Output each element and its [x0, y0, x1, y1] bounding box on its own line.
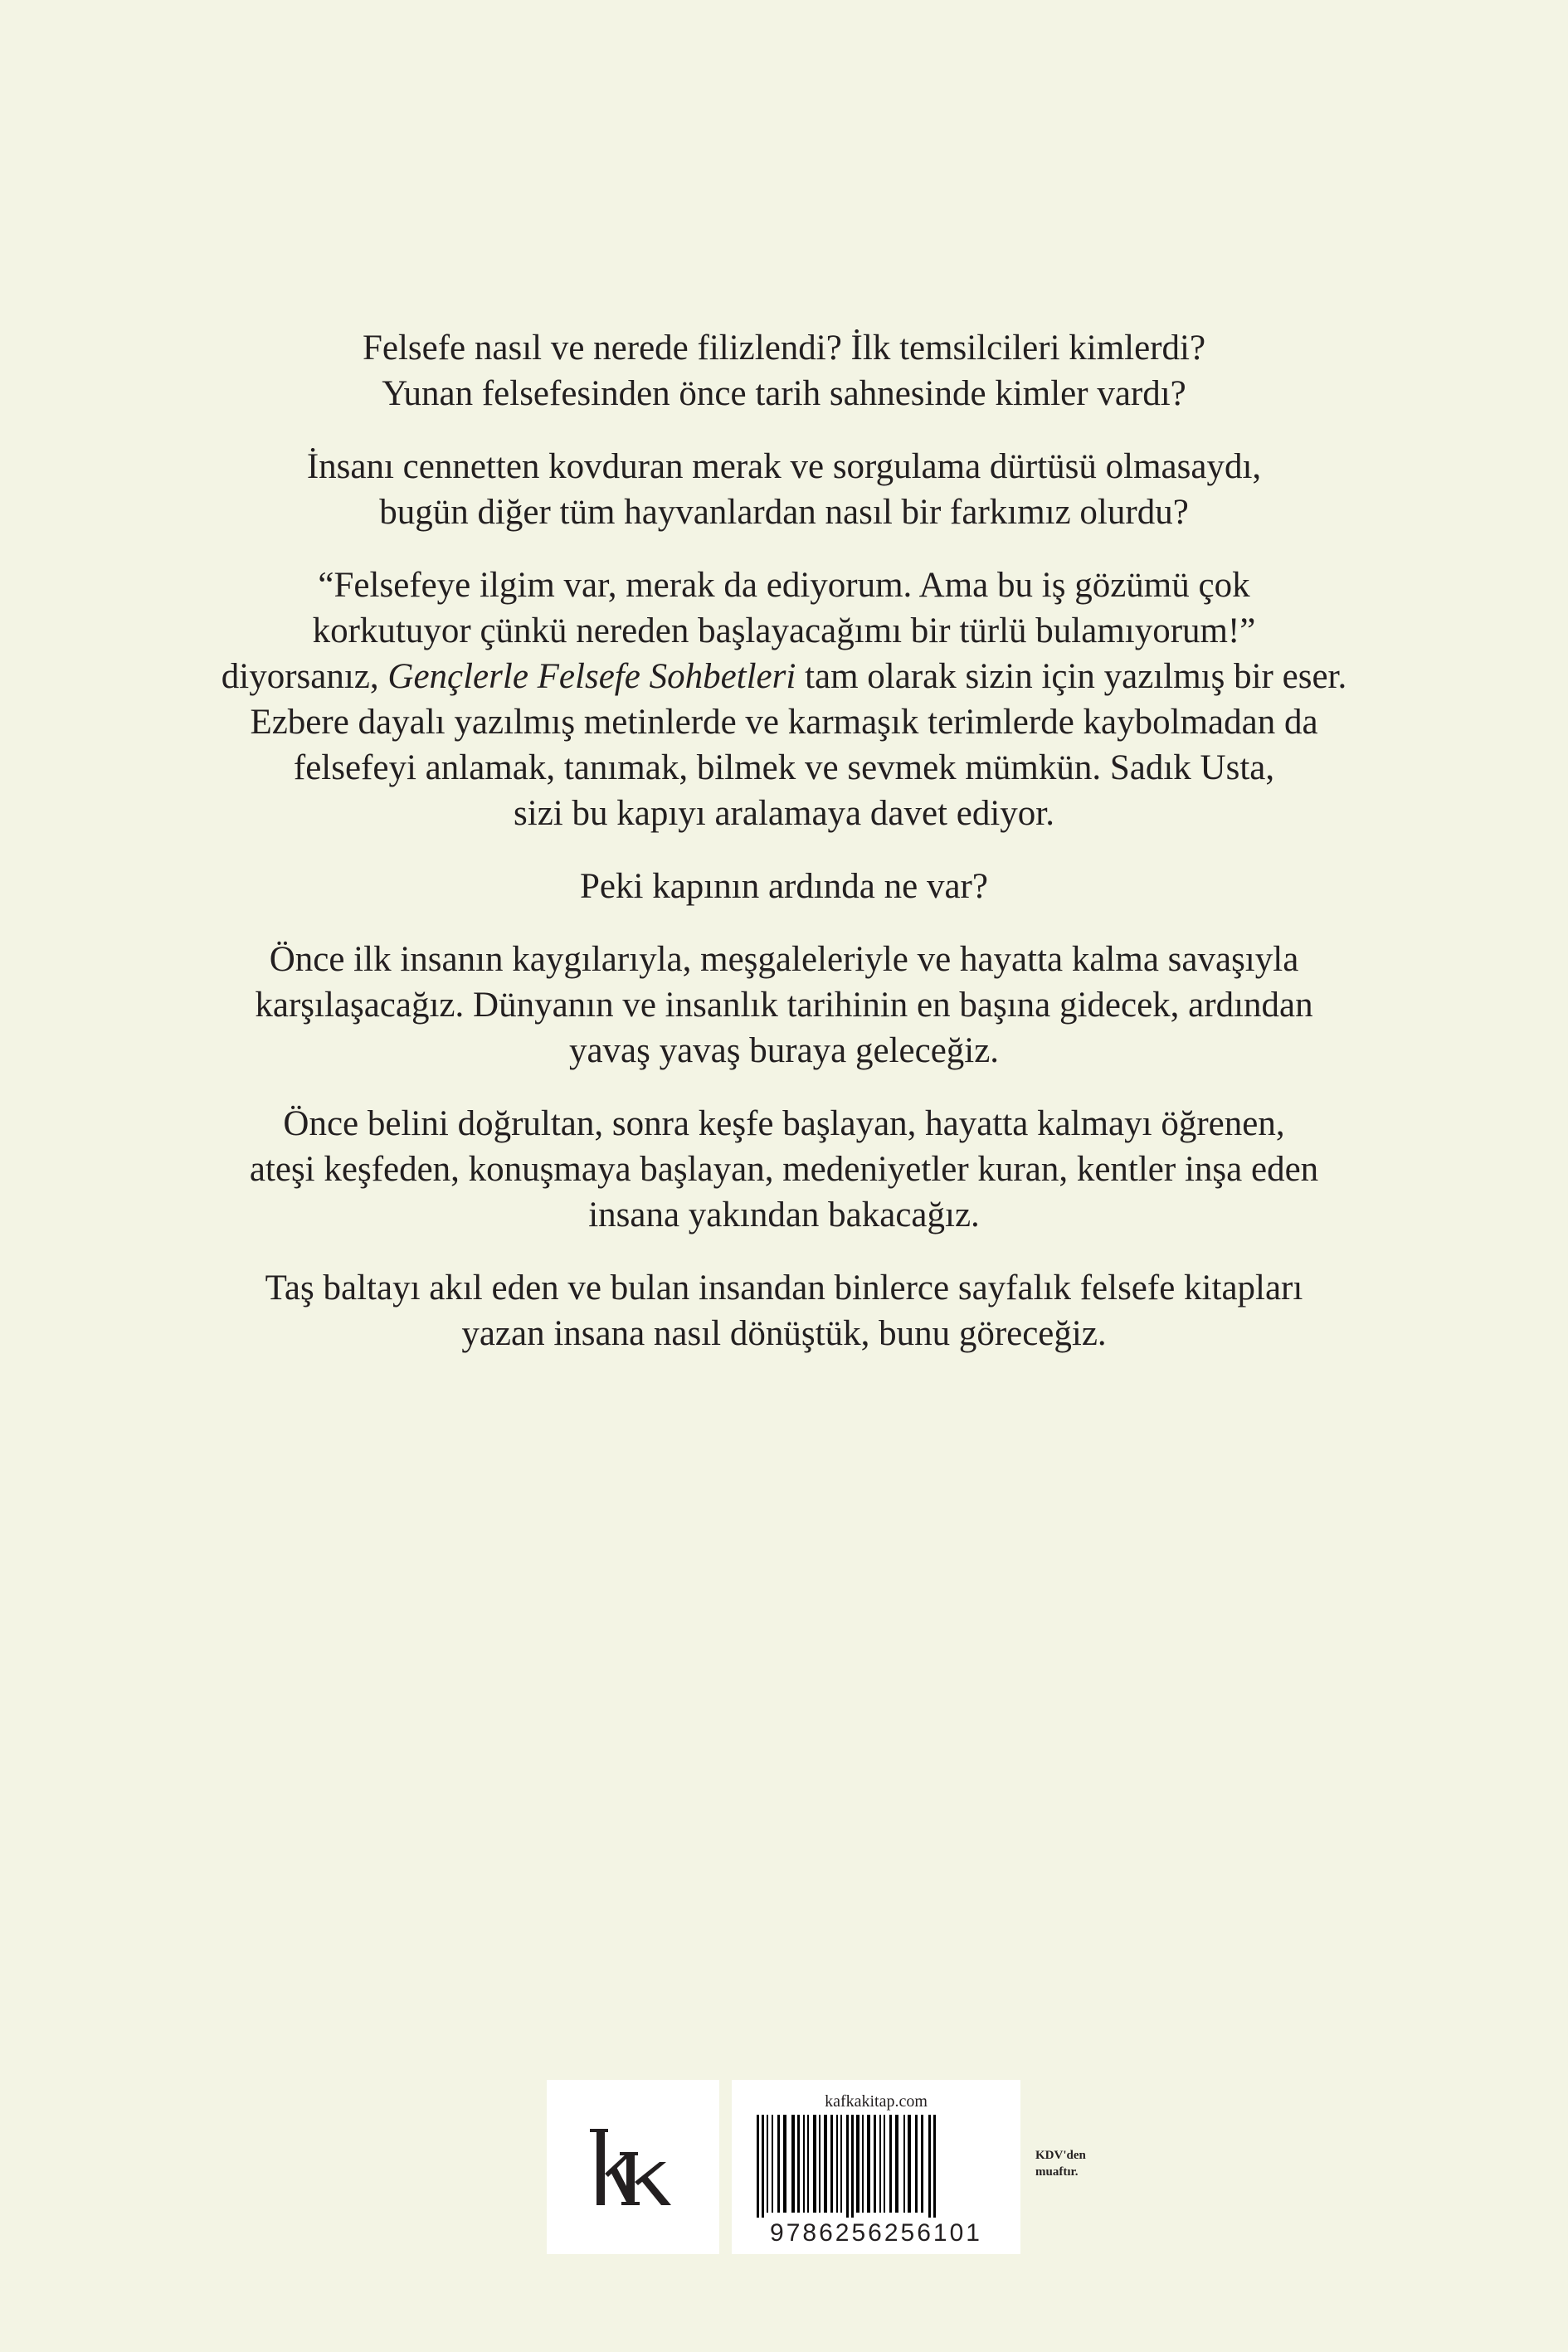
blurb-line: ateşi keşfeden, konuşmaya başlayan, medeniyetler kuran, kentler inşa eden	[249, 1150, 1319, 1189]
blurb-line: karşılaşacağız. Dünyanın ve insanlık tarihinin en başına gidecek, ardından	[255, 986, 1313, 1025]
blurb-line: Önce ilk insanın kaygılarıyla, meşgaleleriyle ve hayatta kalma savaşıyla	[269, 940, 1299, 979]
blurb-text: tam olarak sizin için yazılmış bir eser.	[796, 657, 1347, 696]
blurb-line: İnsanı cennetten kovduran merak ve sorgulama dürtüsü olmasaydı,	[306, 447, 1262, 486]
blurb-paragraph-2	[0, 444, 1568, 535]
barcode-bar	[874, 2115, 876, 2213]
publisher-website: kafkakitap.com	[825, 2092, 928, 2111]
barcode-bar	[903, 2115, 905, 2213]
blurb-line: Yunan felsefesinden önce tarih sahnesinde kimler vardı?	[382, 374, 1186, 413]
barcode-bar	[797, 2115, 800, 2213]
blurb-line: Taş baltayı akıl eden ve bulan insandan binlerce sayfalık felsefe kitapları	[265, 1269, 1303, 1307]
barcode-bar	[879, 2115, 881, 2213]
barcode-bar	[862, 2115, 864, 2213]
barcode-bar	[819, 2115, 821, 2213]
barcode-bar	[867, 2115, 870, 2213]
barcode-bar	[772, 2115, 773, 2213]
blurb-line: “Felsefeye ilgim var, merak da ediyorum. Ama bu iş gözümü çok	[318, 566, 1250, 605]
barcode-bar	[783, 2115, 786, 2213]
blurb-paragraph-6	[0, 1101, 1568, 1238]
barcode-bar	[767, 2115, 768, 2213]
barcode-bar	[762, 2115, 764, 2218]
barcode-box	[732, 2080, 1020, 2254]
blurb-line: Felsefe nasıl ve nerede filizlendi? İlk temsilcileri kimlerdi?	[362, 329, 1206, 368]
barcode-bar	[908, 2115, 911, 2213]
blurb-line: yavaş yavaş buraya geleceğiz.	[568, 1031, 1000, 1070]
blurb-line: korkutuyor çünkü nereden başlayacağımı bir türlü bulamıyorum!”	[312, 611, 1256, 650]
barcode-bar	[813, 2115, 816, 2213]
blurb-line: Ezbere dayalı yazılmış metinlerde ve karmaşık terimlerde kaybolmadan da	[250, 703, 1318, 742]
tax-note-line: KDV'den	[1035, 2149, 1086, 2162]
blurb-line: Önce belini doğrultan, sonra keşfe başlayan, hayatta kalmayı öğrenen,	[283, 1104, 1285, 1143]
isbn-number: 9786256256101	[770, 2219, 982, 2247]
tax-exempt-note	[1035, 2147, 1086, 2180]
blurb-line	[0, 654, 1568, 699]
barcode-bar	[921, 2115, 923, 2213]
back-cover-blurb	[0, 325, 1568, 1384]
blurb-line: sizi bu kapıyı aralamaya davet ediyor.	[514, 794, 1054, 833]
barcode-bar	[884, 2115, 885, 2213]
barcode-bar	[807, 2115, 809, 2213]
barcode-bar	[824, 2115, 827, 2213]
blurb-line: Peki kapının ardında ne var?	[580, 867, 988, 906]
barcode-bar	[791, 2115, 795, 2213]
barcode-bar	[933, 2115, 936, 2218]
barcode-bar	[856, 2115, 859, 2213]
barcode-bar	[889, 2115, 892, 2213]
blurb-paragraph-1	[0, 325, 1568, 416]
barcode-bar	[840, 2115, 842, 2213]
tax-note-line: muaftır.	[1035, 2165, 1079, 2179]
barcode-bar	[836, 2115, 838, 2213]
barcode-bar	[928, 2115, 931, 2218]
blurb-paragraph-4	[0, 864, 1568, 909]
publisher-logo-box	[547, 2080, 719, 2254]
kafka-kk-logo-icon	[588, 2124, 678, 2210]
barcode-bar	[851, 2115, 854, 2218]
barcode-bar	[895, 2115, 898, 2213]
barcode-bar	[757, 2115, 759, 2218]
blurb-text: diyorsanız,	[221, 657, 388, 696]
book-title: Gençlerle Felsefe Sohbetleri	[387, 657, 796, 696]
blurb-line: bugün diğer tüm hayvanlardan nasıl bir farkımız olurdu?	[379, 493, 1189, 532]
blurb-line: insana yakından bakacağız.	[588, 1195, 980, 1234]
blurb-paragraph-3	[0, 562, 1568, 836]
barcode-bar	[830, 2115, 833, 2213]
barcode-bar	[846, 2115, 849, 2218]
blurb-paragraph-5	[0, 937, 1568, 1074]
blurb-line: felsefeyi anlamak, tanımak, bilmek ve sevmek mümkün. Sadık Usta,	[293, 748, 1275, 787]
blurb-line: yazan insana nasıl dönüştük, bunu göreceğiz.	[461, 1314, 1107, 1353]
isbn-barcode	[755, 2115, 997, 2218]
barcode-bar	[915, 2115, 918, 2213]
blurb-paragraph-7	[0, 1265, 1568, 1356]
barcode-bar	[777, 2115, 780, 2213]
barcode-bar	[803, 2115, 805, 2213]
